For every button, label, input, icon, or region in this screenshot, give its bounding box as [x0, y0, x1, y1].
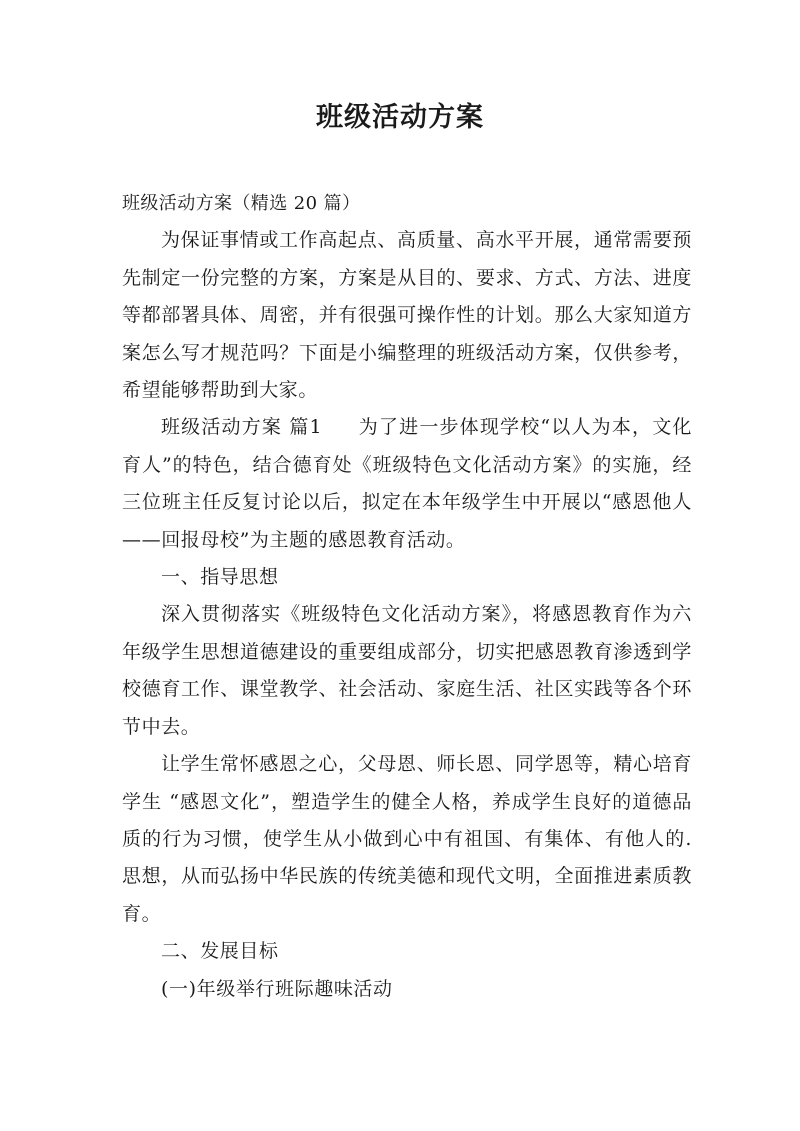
guiding-paragraph-2: 让学生常怀感恩之心，父母恩、师长恩、同学恩等，精心培育学生 “感恩文化”，塑造学生的健全人格，养成学生良好的道德品质的行为习惯，使学生从小做到心中有祖国、有集体、有他人的.思想，从而弘扬中华民族的传统美德和现代文明，全面推进素质教育。 [122, 753, 692, 925]
section-1-paragraph [122, 409, 692, 559]
guiding-paragraph-1: 深入贯彻落实《班级特色文化活动方案》，将感恩教育作为六年级学生思想道德建设的重要组成部分，切实把感恩教育渗透到学校德育工作、课堂教学、社会活动、家庭生活、社区实践等各个环节中去。 [122, 603, 692, 738]
heading-guiding-principle: 一、指导思想 [161, 566, 279, 589]
heading-development-goals: 二、发展目标 [161, 940, 279, 963]
document-title: 班级活动方案 [316, 102, 484, 133]
intro-paragraph: 为保证事情或工作高起点、高质量、高水平开展，通常需要预先制定一份完整的方案，方案是从目的、要求、方式、方法、进度等都部署具体、周密，并有很强可操作性的计划。那么大家知道方案怎么写才规范吗？下面是小编整理的班级活动方案，仅供参考，希望能够帮助到大家。 [122, 229, 692, 402]
section-1-text: 为了进一步体现学校“以人为本，文化育人”的特色，结合德育处《班级特色文化活动方案》的实施，经三位班主任反复讨论以后，拟定在本年级学生中开展以“感恩他人——回报母校”为主题的感恩教育活动。 [122, 416, 692, 551]
document-subtitle: 班级活动方案（精选 20 篇） [122, 193, 361, 214]
document-body [122, 185, 692, 1008]
section-1-heading: 班级活动方案 篇1 [161, 416, 323, 439]
heading-goal-item-1: (一)年级举行班际趣味活动 [161, 977, 393, 1000]
